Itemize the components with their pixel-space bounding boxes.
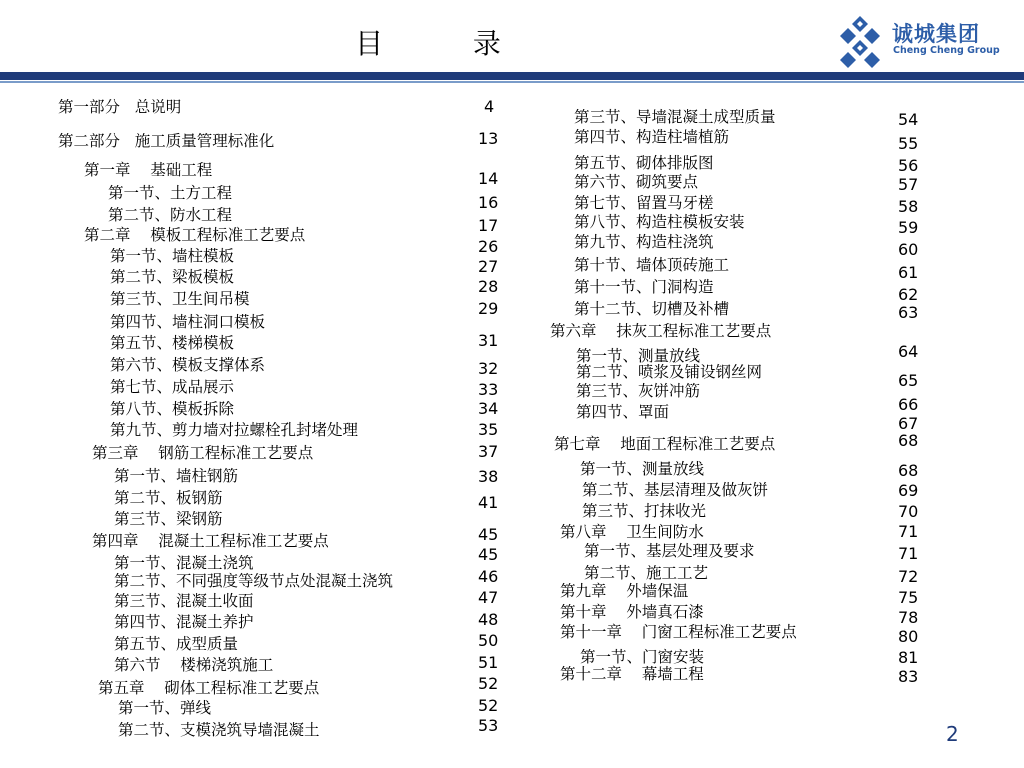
- toc-right-entry-page: 58: [898, 197, 919, 216]
- toc-right-entry-title: 第十一节、门洞构造: [574, 278, 714, 296]
- toc-left-entry-title: 第一节、弹线: [118, 699, 212, 717]
- toc-right-entry-page: 81: [898, 648, 919, 667]
- toc-right-entry-title: 第二节、基层清理及做灰饼: [582, 481, 769, 499]
- toc-left-entry-title: 第四节、墙柱洞口模板: [110, 313, 266, 331]
- header-bar-line: [0, 81, 1024, 83]
- toc-left-entry-page: 41: [478, 493, 499, 512]
- toc-left-entry-title: 第一章 基础工程: [84, 161, 213, 179]
- toc-right-entry-title: 第一节、基层处理及要求: [584, 542, 755, 560]
- toc-left-entry-page: 46: [478, 567, 499, 586]
- toc-right-entry-page: 68: [898, 431, 919, 450]
- toc-left-entry-title: 第六节、模板支撑体系: [110, 356, 266, 374]
- toc-right-entry-page: 83: [898, 667, 919, 686]
- toc-left-entry-title: 第四章 混凝土工程标准工艺要点: [92, 532, 329, 550]
- toc-left-entry-page: 45: [478, 525, 499, 544]
- toc-left-entry-title: 第三章 钢筋工程标准工艺要点: [92, 444, 314, 462]
- toc-left-entry-page: 50: [478, 631, 499, 650]
- toc-left-entry-page: 14: [478, 169, 499, 188]
- toc-right-entry-title: 第九章 外墙保温: [560, 582, 689, 600]
- toc-right-entry-title: 第八章 卫生间防水: [560, 523, 704, 541]
- logo-name-cn: 诚城集团: [892, 22, 980, 46]
- toc-right-entry-page: 57: [898, 175, 919, 194]
- toc-left-entry-page: 48: [478, 610, 499, 629]
- toc-left-entry-title: 第三节、梁钢筋: [114, 510, 223, 528]
- toc-right-entry-page: 63: [898, 303, 919, 322]
- toc-right-entry-title: 第二节、喷浆及铺设钢丝网: [576, 363, 763, 381]
- toc-right-entry-page: 59: [898, 218, 919, 237]
- toc-left-entry-title: 第二节、板钢筋: [114, 489, 223, 507]
- toc-left-entry-title: 第二节、支模浇筑导墙混凝土: [118, 721, 320, 739]
- toc-right-entry-page: 67: [898, 414, 919, 433]
- toc-left-entry-page: 53: [478, 716, 499, 735]
- toc-right-entry-page: 55: [898, 134, 919, 153]
- toc-right-entry-title: 第九节、构造柱浇筑: [574, 233, 714, 251]
- toc-left-entry-title: 第五节、成型质量: [114, 635, 239, 653]
- toc-right-entry-page: 70: [898, 502, 919, 521]
- toc-right-entry-title: 第一节、测量放线: [580, 460, 705, 478]
- toc-right-entry-title: 第六节、砌筑要点: [574, 173, 699, 191]
- toc-left-entry-page: 31: [478, 331, 499, 350]
- toc-right-entry-page: 68: [898, 461, 919, 480]
- toc-right-entry-title: 第十二节、切槽及补槽: [574, 300, 730, 318]
- toc-right-entry-page: 62: [898, 285, 919, 304]
- toc-right-entry-title: 第一节、测量放线: [576, 347, 701, 365]
- toc-left-entry-page: 51: [478, 653, 499, 672]
- toc-left-entry-page: 38: [478, 467, 499, 486]
- toc-right-entry-page: 60: [898, 240, 919, 259]
- toc-left-entry-title: 第一节、墙柱钢筋: [114, 467, 239, 485]
- toc-left-entry-title: 第一部分 总说明: [58, 98, 182, 116]
- toc-right-entry-title: 第三节、打抹收光: [582, 502, 707, 520]
- toc-left-entry-title: 第四节、混凝土养护: [114, 613, 254, 631]
- toc-right-entry-title: 第五节、砌体排版图: [574, 154, 714, 172]
- toc-left-entry-title: 第三节、卫生间吊模: [110, 290, 250, 308]
- toc-left-entry-page: 4: [484, 97, 495, 116]
- toc-right-entry-title: 第二节、施工工艺: [584, 564, 709, 582]
- toc-left-entry-page: 27: [478, 257, 499, 276]
- toc-left-entry-page: 52: [478, 674, 499, 693]
- toc-right-entry-page: 66: [898, 395, 919, 414]
- toc-left-entry-page: 13: [478, 129, 499, 148]
- toc-right-entry-title: 第一节、门窗安装: [580, 648, 705, 666]
- toc-right-entry-title: 第七节、留置马牙槎: [574, 194, 714, 212]
- toc-left-entry-page: 33: [478, 380, 499, 399]
- page-number: 2: [946, 722, 959, 746]
- toc-left-entry-title: 第九节、剪力墙对拉螺栓孔封堵处理: [110, 421, 359, 439]
- toc-left-entry-title: 第七节、成品展示: [110, 378, 235, 396]
- toc-left-entry-page: 35: [478, 420, 499, 439]
- toc-right-entry-title: 第十二章 幕墙工程: [560, 665, 704, 683]
- toc-left-entry-page: 32: [478, 359, 499, 378]
- toc-left-entry-title: 第二节、梁板模板: [110, 268, 235, 286]
- toc-left-entry-page: 17: [478, 216, 499, 235]
- toc-right-entry-page: 75: [898, 588, 919, 607]
- toc-right-entry-title: 第三节、灰饼冲筋: [576, 382, 701, 400]
- toc-right-entry-title: 第六章 抹灰工程标准工艺要点: [550, 322, 772, 340]
- logo-name-en: Cheng Cheng Group: [893, 45, 1000, 56]
- toc-right-entry-title: 第三节、导墙混凝土成型质量: [574, 108, 776, 126]
- toc-right-entry-page: 69: [898, 481, 919, 500]
- toc-left-entry-page: 45: [478, 545, 499, 564]
- page-title: 目 录: [355, 27, 525, 60]
- toc-left-entry-title: 第五章 砌体工程标准工艺要点: [98, 679, 320, 697]
- toc-right-entry-page: 56: [898, 156, 919, 175]
- toc-left-entry-title: 第二章 模板工程标准工艺要点: [84, 226, 306, 244]
- toc-left-entry-title: 第六节 楼梯浇筑施工: [114, 656, 274, 674]
- toc-right-entry-title: 第四节、罩面: [576, 403, 670, 421]
- toc-right-entry-title: 第十一章 门窗工程标准工艺要点: [560, 623, 797, 641]
- toc-left-entry-title: 第二节、防水工程: [108, 206, 233, 224]
- toc-left-entry-title: 第一节、墙柱模板: [110, 247, 235, 265]
- toc-left-entry-page: 47: [478, 588, 499, 607]
- toc-left-entry-title: 第二节、不同强度等级节点处混凝土浇筑: [114, 572, 394, 590]
- toc-right-entry-title: 第十章 外墙真石漆: [560, 603, 704, 621]
- toc-right-entry-page: 72: [898, 567, 919, 586]
- toc-left-entry-title: 第八节、模板拆除: [110, 400, 235, 418]
- toc-left-entry-title: 第一节、混凝土浇筑: [114, 554, 254, 572]
- header-bar: [0, 72, 1024, 80]
- toc-right-entry-page: 64: [898, 342, 919, 361]
- toc-left-entry-title: 第二部分 施工质量管理标准化: [58, 132, 275, 150]
- toc-right-entry-page: 61: [898, 263, 919, 282]
- toc-left-entry-page: 26: [478, 237, 499, 256]
- toc-right-entry-title: 第四节、构造柱墙植筋: [574, 128, 730, 146]
- toc-right-entry-title: 第十节、墙体顶砖施工: [574, 256, 730, 274]
- toc-left-entry-title: 第一节、土方工程: [108, 184, 233, 202]
- toc-left-entry-page: 34: [478, 399, 499, 418]
- toc-right-entry-page: 71: [898, 544, 919, 563]
- toc-left-entry-title: 第三节、混凝土收面: [114, 592, 254, 610]
- toc-right-entry-page: 80: [898, 627, 919, 646]
- toc-right-entry-page: 65: [898, 371, 919, 390]
- toc-right-entry-page: 78: [898, 608, 919, 627]
- toc-right-entry-page: 71: [898, 522, 919, 541]
- toc-right-entry-page: 54: [898, 110, 919, 129]
- toc-left-entry-page: 52: [478, 696, 499, 715]
- toc-left-entry-page: 29: [478, 299, 499, 318]
- toc-left-entry-title: 第五节、楼梯模板: [110, 334, 235, 352]
- toc-right-entry-title: 第八节、构造柱模板安装: [574, 213, 745, 231]
- toc-left-entry-page: 37: [478, 442, 499, 461]
- toc-left-entry-page: 16: [478, 193, 499, 212]
- toc-left-entry-page: 28: [478, 277, 499, 296]
- toc-right-entry-title: 第七章 地面工程标准工艺要点: [554, 435, 776, 453]
